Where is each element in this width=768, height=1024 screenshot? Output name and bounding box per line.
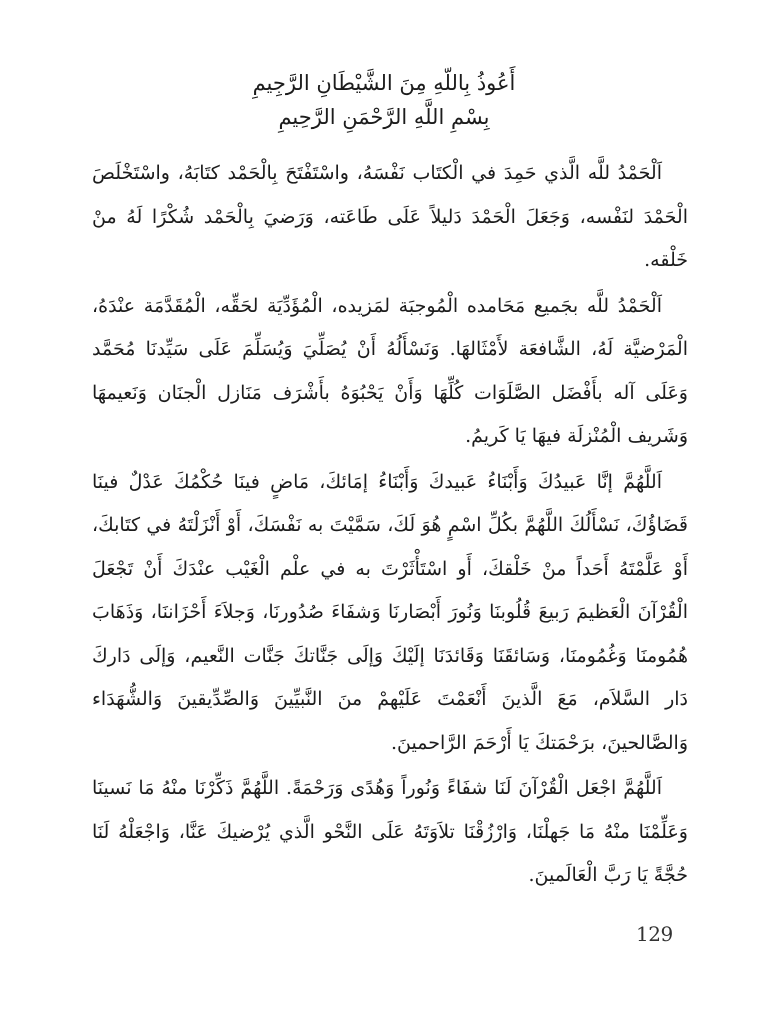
paragraph-dua-2: اَللَّهُمَّ اجْعَل الْقُرْآنَ لَنَا شفَاءً وَنُوراً وَهُدًى وَرَحْمَةً. اللَّهُمَّ ذَكِّرْنَا منْهُ مَا نَسينَا وَعَلِّمْنَا منْهُ مَا جَهلْنَا، وَارْزُقْنَا تلاَوَتَهُ عَلَى النَّحْو الَّذي يُرْضيكَ عَنَّا، وَاجْعَلْهُ لَنَا حُجَّةً يَا رَبَّ الْعَالَمينَ. xyxy=(92,777,688,886)
page-header xyxy=(150,66,618,134)
paragraph-dua-1: اَللَّهُمَّ إنَّا عَبيدُكَ وَأَبْنَاءُ عَبيدكَ وَأَبْنَاءُ إمَائكَ، مَاضٍ فينَا حُكْمُكَ عَدْلٌ فينَا قَضَاؤُكَ، نَسْأَلُكَ اللَّهُمَّ بكُلِّ اسْمٍ هُوَ لَكَ، سَمَّيْتَ به نَفْسَكَ، أَوْ أَنْزَلْتَهُ في كتَابكَ، أَوْ عَلَّمْتَهُ أَحَداً منْ خَلْقكَ، أَو اسْتَأْثَرْتَ به في علْم الْغَيْب عنْدَكَ أَنْ تَجْعَلَ الْقُرْآنَ الْعَظيمَ رَبيعَ قُلُوبنَا وَنُورَ أَبْصَارنَا وَشفَاءَ صُدُورنَا، وَجلاَءَ أَحْزَاننَا، وَذَهَابَ هُمُومنَا وَغُمُومنَا، وَسَائقَنَا وَقَائدَنَا إلَيْكَ وَإلَى جَنَّاتكَ جَنَّات النَّعيم، وَإلَى دَاركَ دَار السَّلاَم، مَعَ الَّذينَ أَنْعَمْتَ عَلَيْهمْ منَ النَّبيِّينَ وَالصِّدِّيقينَ وَالشُّهَدَاء وَالصَّالحينَ، برَحْمَتكَ يَا أَرْحَمَ الرَّاحمينَ. xyxy=(92,470,688,754)
page-number: 129 xyxy=(636,922,673,946)
body-text xyxy=(92,152,688,900)
paragraph-hamd-1: اَلْحَمْدُ للَّه الَّذي حَمِدَ في الْكتَاب نَفْسَهُ، واسْتَفْتَحَ بِالْحَمْد كتَابَهُ، واسْتَخْلَصَ الْحَمْدَ لنَفْسه، وَجَعَلَ الْحَمْدَ دَليلاً عَلَى طَاعَته، وَرَضيَ بِالْحَمْد شُكْرًا لَهُ منْ خَلْقه. xyxy=(92,162,688,271)
isti-adha-line: أَعُوذُ بِاللّهِ مِنَ الشَّيْطَانِ الرَّجِيمِ xyxy=(252,71,516,95)
paragraph-hamd-2: اَلْحَمْدُ للَّه بجَميع مَحَامده الْمُوجبَة لمَزيده، الْمُؤَدِّيَة لحَقِّه، الْمُقَدَّمَة عنْدَهُ، الْمَرْضيَّة لَهُ، الشَّافعَة لأَمْثَالهَا. وَنَسْأَلُهُ أَنْ يُصَلِّيَ وَيُسَلِّمَ عَلَى سَيِّدنَا مُحَمَّد وَعَلَى آله بأَفْضَل الصَّلَوَات كُلِّهَا وَأَنْ يَحْبُوَهُ بأَشْرَف مَنَازل الْجنَان وَنَعيمهَا وَشَريف الْمُنْزلَة فيهَا يَا كَريمُ. xyxy=(92,294,688,447)
basmala-line: بِسْمِ اللَّهِ الرَّحْمَنِ الرَّحِيمِ xyxy=(278,105,490,129)
